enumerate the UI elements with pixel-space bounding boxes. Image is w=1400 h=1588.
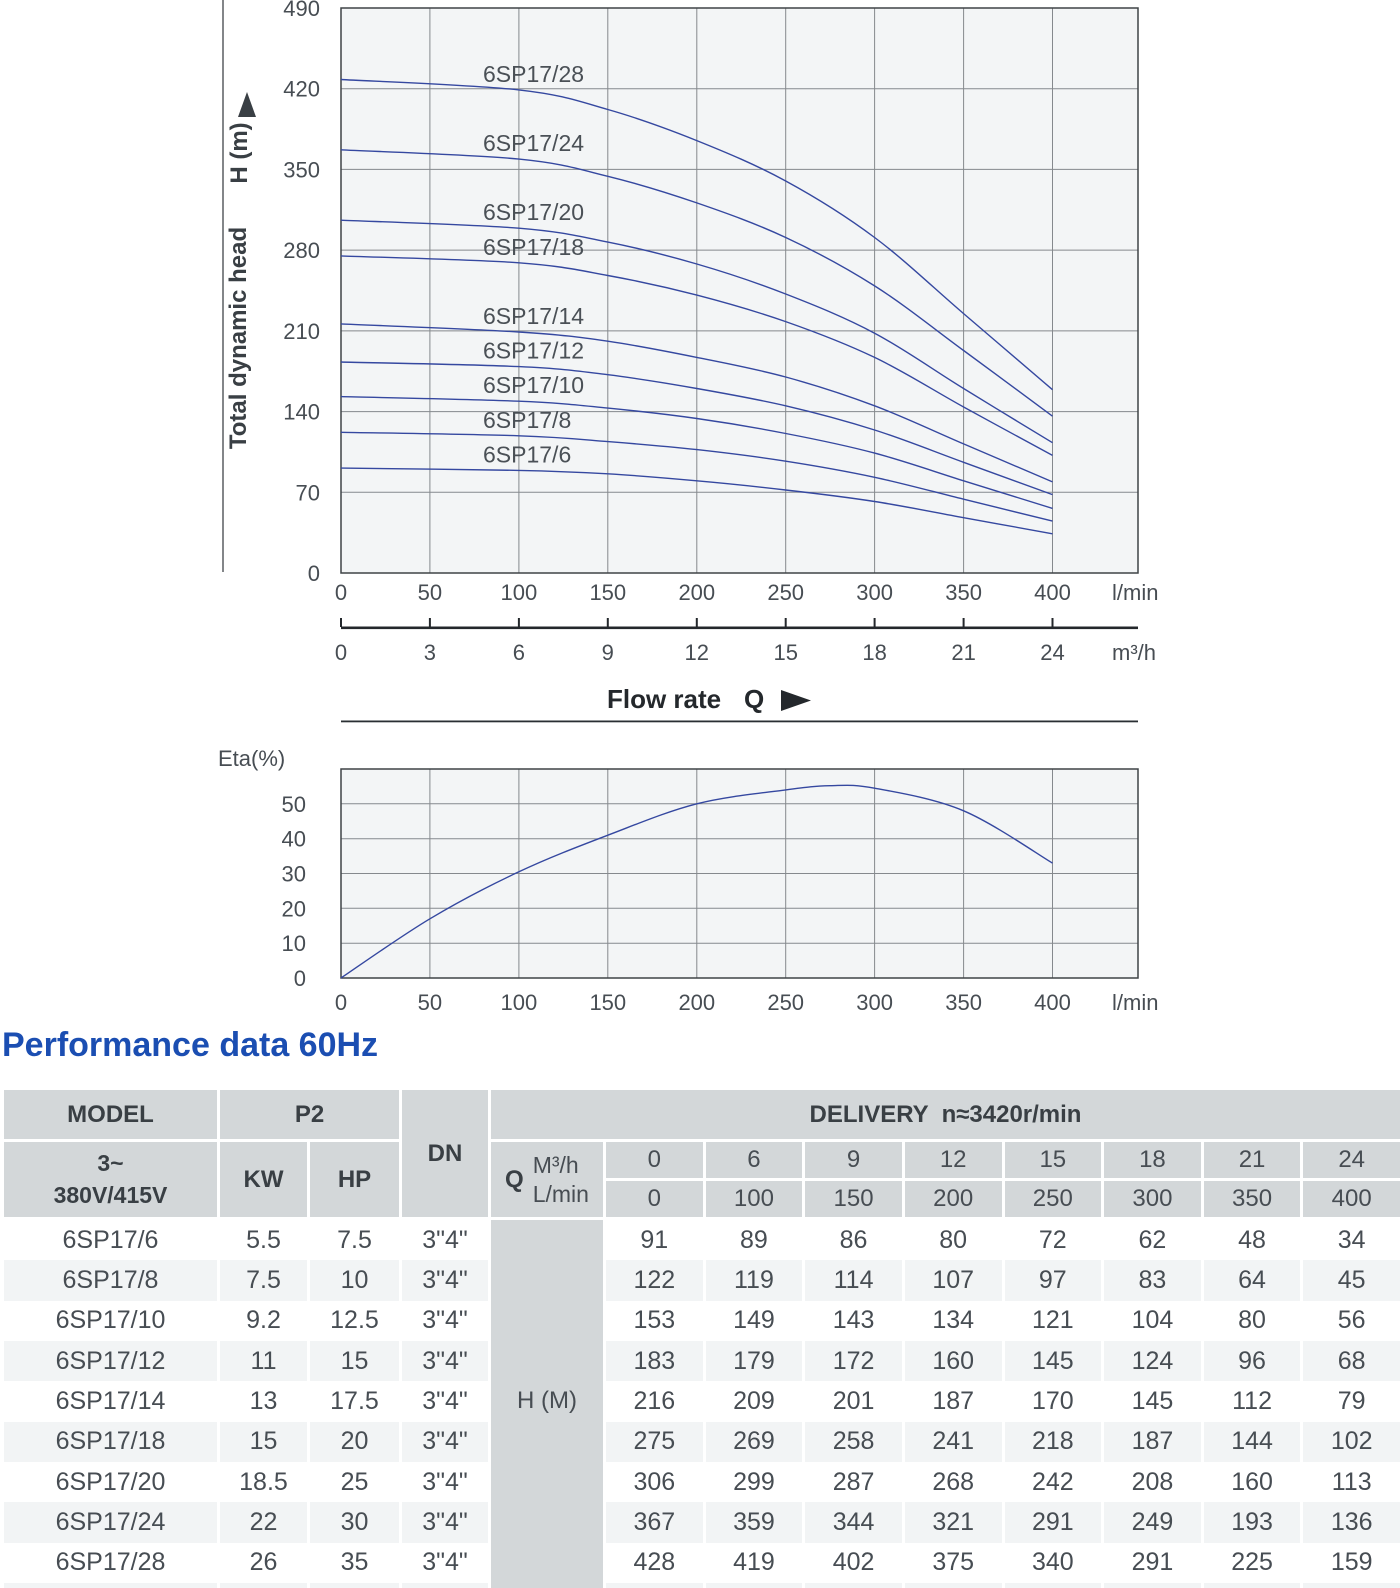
cell-h-3 [905, 1583, 1002, 1588]
cell-h-2: 143 [805, 1301, 902, 1341]
eta-y-tick-label: 0 [293, 966, 306, 991]
cell-h-3: 134 [905, 1301, 1002, 1341]
y-axis-title-hm: H (m) [226, 122, 253, 184]
cell-dn: 3"4" [402, 1543, 488, 1583]
table-row-6SP17/10 [4, 1301, 1400, 1341]
eta-y-tick-label: 30 [281, 861, 306, 887]
cell-h-5 [1104, 1583, 1201, 1588]
cell-h-6: 96 [1204, 1341, 1301, 1381]
cell-hp: 17.5 [310, 1381, 399, 1421]
cell-h-1: 89 [706, 1220, 803, 1260]
cell-h-3: 268 [905, 1462, 1002, 1502]
cell-hp: 12.5 [310, 1301, 399, 1341]
header-model: MODEL [4, 1090, 217, 1139]
cell-h-3: 107 [905, 1260, 1002, 1300]
cell-h-5: 104 [1104, 1301, 1201, 1341]
table-body [4, 1220, 1400, 1588]
cell-h-4: 145 [1005, 1341, 1102, 1381]
cell-h-1: 179 [706, 1341, 803, 1381]
cell-h-7: 113 [1303, 1462, 1400, 1502]
cell-q-band [491, 1422, 603, 1462]
header-m3h-1: 6 [706, 1142, 803, 1178]
cell-h-2: 172 [805, 1341, 902, 1381]
cell-h-3: 80 [905, 1220, 1002, 1260]
header-q [491, 1142, 603, 1217]
cell-h-0: 367 [606, 1502, 703, 1542]
cell-h-2 [805, 1583, 902, 1588]
cell-hp: 7.5 [310, 1220, 399, 1260]
cell-h-3: 160 [905, 1341, 1002, 1381]
cell-h-7: 45 [1303, 1260, 1400, 1300]
eta-x-tick-label: 250 [767, 990, 805, 1015]
cell-kw: 22 [220, 1502, 307, 1542]
m3h-label: M³/h [532, 1151, 579, 1178]
table-row-6SP17/14 [4, 1381, 1400, 1421]
cell-h-5: 291 [1104, 1543, 1201, 1583]
cell-model: 6SP17/12 [4, 1341, 217, 1381]
cell-h-5: 83 [1104, 1260, 1201, 1300]
cell-h-6: 64 [1204, 1260, 1301, 1300]
cell-q-band [491, 1543, 603, 1583]
table-header [4, 1090, 1400, 1217]
y-tick-label: 420 [283, 76, 320, 102]
cell-h-4: 170 [1005, 1381, 1102, 1421]
eta-x-tick-label: 0 [334, 990, 348, 1015]
header-hp: HP [310, 1142, 399, 1217]
header-m3h-6: 21 [1204, 1142, 1301, 1178]
cell-kw: 5.5 [220, 1220, 307, 1260]
header-delivery: DELIVERY n≈3420r/min [491, 1090, 1400, 1139]
cell-q-band [491, 1462, 603, 1502]
section-title: Performance data 60Hz [2, 1026, 379, 1064]
x-tick-label: 50 [417, 580, 443, 605]
flow-axis-underline [341, 721, 1138, 723]
cell-h-1: 209 [706, 1381, 803, 1421]
header-lmin-5: 300 [1104, 1181, 1201, 1217]
cell-h-7: 56 [1303, 1301, 1400, 1341]
m3h-tick [963, 618, 965, 627]
table-row-6SP17/8 [4, 1260, 1400, 1300]
table-row-6SP17/24 [4, 1502, 1400, 1542]
cell-h-0: 428 [606, 1543, 703, 1583]
m3h-tick-label: 0 [334, 640, 348, 665]
header-kw: KW [220, 1142, 307, 1217]
cell-h-6: 225 [1204, 1543, 1301, 1583]
cell-h-0: 122 [606, 1260, 703, 1300]
cell-hp [310, 1583, 399, 1588]
cell-h-0: 306 [606, 1462, 703, 1502]
cell-hp: 20 [310, 1422, 399, 1462]
y-tick-label: 140 [283, 399, 320, 425]
curve-label: 6SP17/28 [483, 60, 585, 87]
cell-q-band [491, 1220, 603, 1260]
x-tick-label: 200 [678, 580, 716, 605]
x-tick-label: 350 [945, 580, 982, 605]
cell-h-6: 48 [1204, 1220, 1301, 1260]
cell-model: 6SP17/28 [4, 1543, 217, 1583]
cell-kw: 9.2 [220, 1301, 307, 1341]
table-row-6SP17/28 [4, 1543, 1400, 1583]
cell-h-5: 187 [1104, 1422, 1201, 1462]
cell-h-6: 80 [1204, 1301, 1301, 1341]
cell-h-3: 321 [905, 1502, 1002, 1542]
cell-kw: 18.5 [220, 1462, 307, 1502]
cell-h-6: 144 [1204, 1422, 1301, 1462]
cell-dn: 3"4" [402, 1462, 488, 1502]
cell-h-2: 258 [805, 1422, 902, 1462]
cell-kw: 7.5 [220, 1260, 307, 1300]
cell-h-5: 208 [1104, 1462, 1201, 1502]
cell-h-1: 419 [706, 1543, 803, 1583]
eta-x-unit: l/min [1112, 990, 1159, 1015]
cell-h-4 [1005, 1583, 1102, 1588]
cell-h-7: 79 [1303, 1381, 1400, 1421]
y-tick-label: 0 [307, 561, 320, 586]
cell-kw: 13 [220, 1381, 307, 1421]
cell-h-4: 121 [1005, 1301, 1102, 1341]
cell-h-6: 112 [1204, 1381, 1301, 1421]
cell-h-3: 375 [905, 1543, 1002, 1583]
cell-h-0 [606, 1583, 703, 1588]
cell-h-2: 201 [805, 1381, 902, 1421]
eta-x-tick-label: 350 [945, 990, 982, 1015]
m3h-tick [340, 618, 342, 627]
m3h-tick [429, 618, 431, 627]
cell-q-band: H (M) [491, 1381, 603, 1421]
cell-hp: 30 [310, 1502, 399, 1542]
cell-h-5: 62 [1104, 1220, 1201, 1260]
header-m3h-0: 0 [606, 1142, 703, 1178]
voltage-label: 380V/415V [53, 1181, 168, 1208]
header-lmin-7: 400 [1303, 1181, 1400, 1217]
cell-q-band [491, 1502, 603, 1542]
header-dn: DN [402, 1090, 488, 1217]
m3h-tick [1052, 618, 1054, 627]
cell-h-2: 287 [805, 1462, 902, 1502]
cell-h-5: 124 [1104, 1341, 1201, 1381]
x-tick-label: 300 [856, 580, 893, 605]
cell-hp: 15 [310, 1341, 399, 1381]
cell-h-6 [1204, 1583, 1301, 1588]
cell-h-5: 145 [1104, 1381, 1201, 1421]
header-voltage [4, 1142, 217, 1217]
cell-model [4, 1583, 217, 1588]
cell-model: 6SP17/18 [4, 1422, 217, 1462]
flow-rate-label: Flow rate [607, 684, 722, 714]
cell-h-1: 359 [706, 1502, 803, 1542]
cell-hp: 10 [310, 1260, 399, 1300]
cell-model: 6SP17/20 [4, 1462, 217, 1502]
cell-h-0: 153 [606, 1301, 703, 1341]
cell-h-1: 269 [706, 1422, 803, 1462]
header-m3h-4: 15 [1005, 1142, 1102, 1178]
header-lmin-0: 0 [606, 1181, 703, 1217]
cell-kw [220, 1583, 307, 1588]
header-lmin-3: 200 [905, 1181, 1002, 1217]
cell-h-6: 160 [1204, 1462, 1301, 1502]
lmin-label: L/min [532, 1180, 589, 1207]
x-tick-label: 150 [589, 580, 627, 605]
cell-h-4: 218 [1005, 1422, 1102, 1462]
eta-x-tick-label: 400 [1034, 990, 1071, 1015]
m3h-axis-line [341, 627, 1138, 630]
eta-y-tick-label: 10 [281, 931, 306, 957]
cell-h-3: 187 [905, 1381, 1002, 1421]
cell-h-1 [706, 1583, 803, 1588]
header-m3h-5: 18 [1104, 1142, 1201, 1178]
cell-h-2: 86 [805, 1220, 902, 1260]
cell-h-7: 102 [1303, 1422, 1400, 1462]
cell-h-4: 340 [1005, 1543, 1102, 1583]
cell-q-band [491, 1301, 603, 1341]
header-lmin-1: 100 [706, 1181, 803, 1217]
cell-model: 6SP17/14 [4, 1381, 217, 1421]
y-tick-label: 350 [283, 157, 320, 183]
cell-kw: 11 [220, 1341, 307, 1381]
cell-dn: 3"4" [402, 1502, 488, 1542]
cell-h-1: 149 [706, 1301, 803, 1341]
q-units [533, 1151, 589, 1209]
m3h-tick [696, 618, 698, 627]
m3h-tick-label: 12 [684, 640, 710, 665]
cell-dn: 3"4" [402, 1341, 488, 1381]
cell-h-7: 68 [1303, 1341, 1400, 1381]
cell-h-4: 242 [1005, 1462, 1102, 1502]
cell-h-2: 402 [805, 1543, 902, 1583]
eta-x-tick-label: 200 [678, 990, 716, 1015]
y-tick-label: 280 [283, 238, 320, 264]
x-tick-label: 100 [500, 580, 538, 605]
cell-h-4: 291 [1005, 1502, 1102, 1542]
header-lmin-2: 150 [805, 1181, 902, 1217]
eta-x-tick-label: 50 [417, 990, 443, 1015]
cell-h-2: 114 [805, 1260, 902, 1300]
cell-model: 6SP17/10 [4, 1301, 217, 1341]
cell-h-6: 193 [1204, 1502, 1301, 1542]
table-row-clipped [4, 1583, 1400, 1588]
header-p2: P2 [220, 1090, 399, 1139]
cell-dn: 3"4" [402, 1381, 488, 1421]
header-m3h-3: 12 [905, 1142, 1002, 1178]
cell-h-4: 97 [1005, 1260, 1102, 1300]
m3h-tick-label: 3 [423, 640, 437, 665]
head-chart-plot [341, 8, 1138, 573]
cell-h-5: 249 [1104, 1502, 1201, 1542]
cell-q-band [491, 1341, 603, 1381]
header-lmin-4: 250 [1005, 1181, 1102, 1217]
cell-dn: 3"4" [402, 1260, 488, 1300]
cell-h-1: 299 [706, 1462, 803, 1502]
cell-h-0: 183 [606, 1341, 703, 1381]
cell-q-band [491, 1583, 603, 1588]
table-row-6SP17/20 [4, 1462, 1400, 1502]
x-unit-lmin: l/min [1112, 580, 1159, 605]
cell-dn: 3"4" [402, 1422, 488, 1462]
right-arrow-icon [781, 690, 811, 711]
curve-label: 6SP17/14 [483, 303, 585, 329]
eta-axis-label: Eta(%) [218, 746, 286, 771]
eta-y-tick-label: 20 [281, 896, 306, 922]
m3h-tick-label: 21 [951, 640, 976, 665]
table-row-6SP17/18 [4, 1422, 1400, 1462]
m3h-tick-label: 9 [601, 640, 614, 665]
m3h-tick-label: 18 [862, 640, 887, 665]
cell-h-1: 119 [706, 1260, 803, 1300]
m3h-tick-label: 15 [773, 640, 798, 665]
cell-model: 6SP17/6 [4, 1220, 217, 1260]
cell-h-4: 72 [1005, 1220, 1102, 1260]
cell-h-0: 275 [606, 1422, 703, 1462]
curve-label: 6SP17/24 [483, 130, 585, 157]
cell-model: 6SP17/8 [4, 1260, 217, 1300]
performance-table [4, 1090, 1400, 1588]
m3h-tick [874, 618, 876, 627]
cell-q-band [491, 1260, 603, 1300]
flow-rate-symbol: Q [744, 684, 765, 714]
y-tick-label: 490 [283, 0, 320, 21]
cell-dn: 3"4" [402, 1301, 488, 1341]
cell-h-7: 34 [1303, 1220, 1400, 1260]
cell-dn: 3"4" [402, 1220, 488, 1260]
cell-kw: 26 [220, 1543, 307, 1583]
eta-y-tick-label: 40 [281, 826, 306, 852]
up-arrow-icon [238, 92, 256, 117]
y-axis-title: Total dynamic head [225, 226, 252, 450]
m3h-tick [518, 618, 520, 627]
m3h-tick [607, 618, 609, 627]
header-m3h-2: 9 [805, 1142, 902, 1178]
cell-h-0: 91 [606, 1220, 703, 1260]
eta-y-tick-label: 50 [281, 791, 306, 817]
phase-label: 3~ [97, 1150, 124, 1177]
cell-model: 6SP17/24 [4, 1502, 217, 1542]
header-m3h-7: 24 [1303, 1142, 1400, 1178]
table-row-6SP17/12 [4, 1341, 1400, 1381]
m3h-tick [785, 618, 787, 627]
curve-label: 6SP17/12 [483, 337, 585, 364]
x-unit-m3h: m³/h [1112, 640, 1156, 665]
x-tick-label: 250 [767, 580, 805, 605]
cell-h-7 [1303, 1583, 1400, 1588]
curve-label: 6SP17/20 [483, 199, 585, 226]
cell-hp: 35 [310, 1543, 399, 1583]
m3h-tick-label: 6 [512, 640, 526, 665]
curve-label: 6SP17/6 [483, 441, 572, 468]
x-tick-label: 0 [334, 580, 348, 605]
cell-kw: 15 [220, 1422, 307, 1462]
cell-h-2: 344 [805, 1502, 902, 1542]
q-label: Q [505, 1165, 524, 1193]
eta-x-tick-label: 100 [500, 990, 538, 1015]
cell-h-0: 216 [606, 1381, 703, 1421]
y-tick-label: 210 [283, 318, 320, 344]
header-lmin-6: 350 [1204, 1181, 1301, 1217]
cell-h-3: 241 [905, 1422, 1002, 1462]
table-row-6SP17/6 [4, 1220, 1400, 1260]
cell-hp: 25 [310, 1462, 399, 1502]
curve-label: 6SP17/18 [483, 233, 585, 260]
curve-label: 6SP17/10 [483, 372, 585, 399]
cell-dn [402, 1583, 488, 1588]
eta-x-tick-label: 150 [589, 990, 627, 1015]
m3h-tick-label: 24 [1040, 640, 1065, 665]
x-tick-label: 400 [1034, 580, 1071, 605]
cell-h-7: 136 [1303, 1502, 1400, 1542]
curve-label: 6SP17/8 [483, 406, 572, 433]
cell-h-7: 159 [1303, 1543, 1400, 1583]
eta-x-tick-label: 300 [856, 990, 893, 1015]
y-tick-label: 70 [295, 480, 320, 506]
